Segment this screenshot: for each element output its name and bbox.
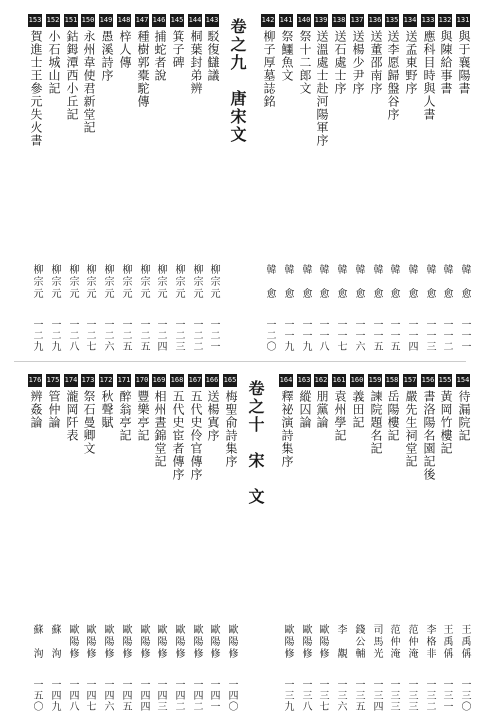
entry-number: 158 <box>385 374 399 387</box>
entry-page: 一二七 <box>84 319 95 352</box>
entry-author: 司馬光 <box>371 624 382 660</box>
toc-entry <box>297 14 313 352</box>
entry-title: 捕蛇者說 <box>153 30 167 82</box>
entry-number: 133 <box>421 14 435 27</box>
entry-number: 139 <box>314 14 328 27</box>
entry-title: 醉翁亭記 <box>118 390 132 442</box>
entry-title: 管仲論 <box>47 390 61 429</box>
entry-page: 一一四 <box>406 319 417 352</box>
toc-entry <box>170 14 186 352</box>
entry-page: 一一五 <box>388 319 399 352</box>
entry-title: 鈷鉧潭西小丘記 <box>65 30 79 121</box>
toc-entry <box>403 374 419 712</box>
entry-author: 歐陽修 <box>191 624 202 660</box>
entry-number: 171 <box>117 374 131 387</box>
entry-page: 一二一 <box>208 319 219 352</box>
entry-author: 柳宗元 <box>138 264 149 300</box>
entry-title: 豐樂亭記 <box>136 390 150 442</box>
entry-title: 義田記 <box>351 390 365 429</box>
entry-page: 一四九 <box>49 679 60 712</box>
entry-number: 143 <box>205 14 219 27</box>
entry-page: 一三二 <box>424 679 435 712</box>
toc-entry <box>46 374 62 712</box>
entry-author: 歐陽修 <box>208 624 219 660</box>
entry-number: 167 <box>188 374 202 387</box>
entry-number: 173 <box>81 374 95 387</box>
toc-entry <box>46 14 62 352</box>
entry-title: 相州晝錦堂記 <box>153 390 167 468</box>
entry-author: 柳宗元 <box>173 264 184 300</box>
entry-author: 柳宗元 <box>191 264 202 300</box>
entry-title: 縱囚論 <box>298 390 312 429</box>
entry-author: 柳宗元 <box>208 264 219 300</box>
entry-page: 一三五 <box>353 679 364 712</box>
entry-author: 韓 愈 <box>424 264 435 300</box>
entry-title: 嚴先生祠堂記 <box>404 390 418 468</box>
entry-author: 蘇 洵 <box>49 624 60 660</box>
entry-number: 134 <box>403 14 417 27</box>
toc-entry <box>135 14 151 352</box>
entry-page: 一二九 <box>31 319 42 352</box>
entry-page: 一四七 <box>84 679 95 712</box>
entry-page: 一三四 <box>371 679 382 712</box>
entry-page: 一二五 <box>120 319 131 352</box>
entry-number: 176 <box>28 374 42 387</box>
entry-page: 一二八 <box>67 319 78 352</box>
entry-author: 王禹偁 <box>441 624 452 660</box>
entry-title: 駁復讎議 <box>206 30 220 82</box>
entry-author: 柳宗元 <box>84 264 95 300</box>
entry-author: 韓 愈 <box>264 264 275 300</box>
entry-author: 歐陽修 <box>282 624 293 660</box>
entry-title: 祭鱷魚文 <box>280 30 294 82</box>
entry-page: 一一二 <box>441 319 452 352</box>
entry-number: 138 <box>332 14 346 27</box>
entry-page: 一三六 <box>335 679 346 712</box>
entry-number: 166 <box>205 374 219 387</box>
entry-number: 131 <box>456 14 470 27</box>
entry-number: 145 <box>170 14 184 27</box>
entry-page: 一一三 <box>424 319 435 352</box>
entry-page: 一四二 <box>173 679 184 712</box>
entry-page: 一一九 <box>300 319 311 352</box>
entry-author: 韓 愈 <box>317 264 328 300</box>
entry-author: 柳宗元 <box>155 264 166 300</box>
toc-entry <box>170 374 186 712</box>
entry-page: 一四一 <box>208 679 219 712</box>
toc-entry <box>350 14 366 352</box>
entry-number: 149 <box>99 14 113 27</box>
entry-title: 袁州學記 <box>333 390 347 442</box>
entry-number: 175 <box>46 374 60 387</box>
entry-author: 歐陽修 <box>84 624 95 660</box>
entry-page: 一一七 <box>335 319 346 352</box>
volume-heading: 卷之十 宋 文 <box>246 380 265 506</box>
entry-author: 歐陽修 <box>317 624 328 660</box>
entry-title: 賀進士王參元失火書 <box>29 30 43 147</box>
entry-number: 168 <box>170 374 184 387</box>
toc-entry <box>403 14 419 352</box>
entry-page: 一三八 <box>300 679 311 712</box>
entry-number: 144 <box>188 14 202 27</box>
toc-entry <box>152 14 168 352</box>
entry-title: 送李愿歸盤谷序 <box>386 30 400 121</box>
entry-number: 174 <box>64 374 78 387</box>
entry-page: 一一五 <box>371 319 382 352</box>
entry-title: 送石處士序 <box>333 30 347 95</box>
entry-number: 140 <box>297 14 311 27</box>
entry-title: 小石城山記 <box>47 30 61 95</box>
toc-entry <box>385 14 401 352</box>
entry-title: 黃岡竹樓記 <box>439 390 453 455</box>
entry-number: 148 <box>117 14 131 27</box>
entry-page: 一一六 <box>353 319 364 352</box>
entry-page: 一一一 <box>459 319 470 352</box>
entry-number: 136 <box>368 14 382 27</box>
entry-page: 一二〇 <box>264 319 275 352</box>
entry-number: 147 <box>135 14 149 27</box>
entry-author: 柳宗元 <box>49 264 60 300</box>
entry-title: 應科目時與人書 <box>422 30 436 121</box>
entry-number: 163 <box>297 374 311 387</box>
entry-number: 161 <box>332 374 346 387</box>
toc-entry <box>332 374 348 712</box>
entry-page: 一三七 <box>317 679 328 712</box>
entry-title: 朋黨論 <box>315 390 329 429</box>
entry-title: 與陳給事書 <box>439 30 453 95</box>
entry-page: 一二二 <box>191 319 202 352</box>
toc-entry <box>152 374 168 712</box>
toc-entry <box>188 14 204 352</box>
entry-author: 歐陽修 <box>120 624 131 660</box>
entry-author: 蘇 洵 <box>31 624 42 660</box>
entry-page: 一一八 <box>317 319 328 352</box>
entry-title: 種樹郭橐駝傳 <box>136 30 150 108</box>
entry-author: 韓 愈 <box>300 264 311 300</box>
toc-entry <box>223 374 239 712</box>
entry-author: 柳宗元 <box>120 264 131 300</box>
entry-title: 釋祕演詩集序 <box>280 390 294 468</box>
toc-entry <box>205 374 221 712</box>
entry-author: 歐陽修 <box>226 624 237 660</box>
entry-page: 一三〇 <box>459 679 470 712</box>
entry-page: 一二四 <box>155 319 166 352</box>
toc-entry <box>421 374 437 712</box>
entry-author: 韓 愈 <box>282 264 293 300</box>
entry-author: 柳宗元 <box>31 264 42 300</box>
entry-number: 156 <box>421 374 435 387</box>
entry-page: 一四八 <box>67 679 78 712</box>
entry-title: 送溫處士赴河陽軍序 <box>315 30 329 147</box>
entry-author: 歐陽修 <box>155 624 166 660</box>
entry-number: 172 <box>99 374 113 387</box>
toc-entry <box>297 374 313 712</box>
entry-number: 152 <box>46 14 60 27</box>
toc-entry <box>99 14 115 352</box>
entry-author: 韓 愈 <box>353 264 364 300</box>
entry-author: 范仲淹 <box>388 624 399 660</box>
entry-number: 151 <box>64 14 78 27</box>
toc-entry <box>456 14 472 352</box>
toc-entry <box>188 374 204 712</box>
entry-title: 祭十二郎文 <box>298 30 312 95</box>
entry-page: 一四六 <box>102 679 113 712</box>
entry-page: 一四四 <box>138 679 149 712</box>
toc-entry <box>64 14 80 352</box>
entry-author: 歐陽修 <box>67 624 78 660</box>
entry-title: 五代史伶官傳序 <box>189 390 203 481</box>
toc-entry <box>28 14 44 352</box>
entry-title: 桐葉封弟辨 <box>189 30 203 95</box>
entry-number: 137 <box>350 14 364 27</box>
toc-bottom-half <box>0 362 480 723</box>
entry-title: 祭石曼卿文 <box>82 390 96 455</box>
toc-entry <box>117 374 133 712</box>
entry-title: 岳陽樓記 <box>386 390 400 442</box>
entry-author: 錢公輔 <box>353 624 364 660</box>
entry-page: 一三九 <box>282 679 293 712</box>
entry-number: 150 <box>81 14 95 27</box>
entry-number: 157 <box>403 374 417 387</box>
entry-author: 韓 愈 <box>441 264 452 300</box>
entry-author: 歐陽修 <box>138 624 149 660</box>
entry-page: 一四〇 <box>226 679 237 712</box>
entry-title: 永州韋使君新堂記 <box>82 30 96 134</box>
entry-author: 李格非 <box>424 624 435 660</box>
entry-page: 一二五 <box>138 319 149 352</box>
entry-page: 一二九 <box>49 319 60 352</box>
entry-title: 送楊寘序 <box>206 390 220 442</box>
entry-author: 范仲淹 <box>406 624 417 660</box>
entry-page: 一二三 <box>173 319 184 352</box>
entry-number: 160 <box>350 374 364 387</box>
toc-entry <box>279 374 295 712</box>
entry-author: 韓 愈 <box>335 264 346 300</box>
entry-number: 165 <box>223 374 237 387</box>
toc-entry <box>279 14 295 352</box>
entry-page: 一四三 <box>155 679 166 712</box>
toc-entry <box>368 14 384 352</box>
toc-entry <box>314 374 330 712</box>
entry-page: 一三三 <box>388 679 399 712</box>
entry-title: 箕子碑 <box>171 30 185 69</box>
entry-title: 送董邵南序 <box>369 30 383 95</box>
entry-number: 169 <box>152 374 166 387</box>
entry-number: 154 <box>456 374 470 387</box>
entry-number: 164 <box>279 374 293 387</box>
entry-author: 歐陽修 <box>102 624 113 660</box>
entry-number: 162 <box>314 374 328 387</box>
toc-entry <box>438 374 454 712</box>
toc-entry <box>385 374 401 712</box>
entry-author: 歐陽修 <box>300 624 311 660</box>
entry-page: 一三一 <box>441 679 452 712</box>
entry-number: 141 <box>279 14 293 27</box>
toc-entry <box>205 14 221 352</box>
entry-author: 韓 愈 <box>406 264 417 300</box>
entry-author: 韓 愈 <box>371 264 382 300</box>
entry-page: 一五〇 <box>31 679 42 712</box>
entry-title: 梓人傳 <box>118 30 132 69</box>
entry-title: 送楊少尹序 <box>351 30 365 95</box>
entry-page: 一四五 <box>120 679 131 712</box>
entry-page: 一三三 <box>406 679 417 712</box>
volume-heading: 卷之九 唐宋文 <box>228 18 247 144</box>
entry-page: 一二六 <box>102 319 113 352</box>
entry-author: 柳宗元 <box>67 264 78 300</box>
entry-number: 135 <box>385 14 399 27</box>
toc-entry <box>368 374 384 712</box>
entry-title: 愚溪詩序 <box>100 30 114 82</box>
entry-number: 132 <box>438 14 452 27</box>
toc-entry <box>135 374 151 712</box>
entry-author: 李 覯 <box>335 624 346 660</box>
toc-entry <box>261 14 277 352</box>
entry-title: 諫院題名記 <box>369 390 383 455</box>
entry-number: 159 <box>368 374 382 387</box>
entry-title: 五代史宦者傳序 <box>171 390 185 481</box>
entry-title: 與于襄陽書 <box>457 30 471 95</box>
toc-entry <box>438 14 454 352</box>
toc-entry <box>81 14 97 352</box>
toc-entry <box>421 14 437 352</box>
toc-entry <box>117 14 133 352</box>
toc-entry <box>332 14 348 352</box>
toc-entry <box>99 374 115 712</box>
toc-entry <box>81 374 97 712</box>
entry-number: 155 <box>438 374 452 387</box>
entry-title: 秋聲賦 <box>100 390 114 429</box>
entry-author: 歐陽修 <box>173 624 184 660</box>
entry-title: 辨姦論 <box>29 390 43 429</box>
entry-page: 一一九 <box>282 319 293 352</box>
toc-entry <box>64 374 80 712</box>
entry-number: 153 <box>28 14 42 27</box>
toc-entry <box>28 374 44 712</box>
entry-number: 142 <box>261 14 275 27</box>
entry-page: 一四二 <box>191 679 202 712</box>
entry-author: 韓 愈 <box>388 264 399 300</box>
entry-title: 書洛陽名園記後 <box>422 390 436 481</box>
entry-title: 瀧岡阡表 <box>65 390 79 442</box>
entry-title: 待漏院記 <box>457 390 471 442</box>
toc-entry <box>350 374 366 712</box>
entry-number: 146 <box>152 14 166 27</box>
toc-entry <box>456 374 472 712</box>
entry-title: 柳子厚墓誌銘 <box>262 30 276 108</box>
entry-title: 送孟東野序 <box>404 30 418 95</box>
entry-title: 梅聖俞詩集序 <box>224 390 238 468</box>
toc-entry <box>314 14 330 352</box>
entry-number: 170 <box>135 374 149 387</box>
entry-author: 韓 愈 <box>459 264 470 300</box>
entry-author: 柳宗元 <box>102 264 113 300</box>
entry-author: 王禹偁 <box>459 624 470 660</box>
